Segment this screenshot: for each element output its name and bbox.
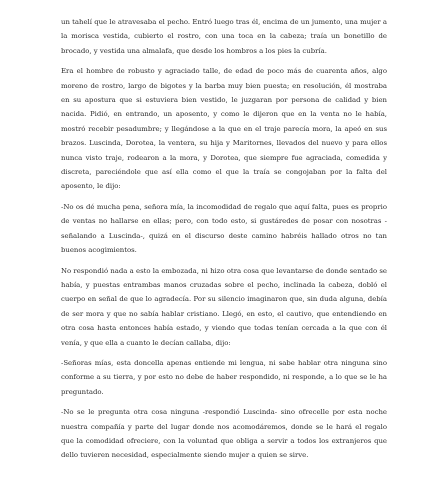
paragraph-1: un tahelí que le atravesaba el pecho. Entró luego tras él, encima de un jumento, una mujer a la morisca vestida, cubierto el rostro, con una toca en la cabeza; traía un bonetillo de brocado, y vestida una almalafa, que desde los hombros a los pies la cubría. [61,18,387,55]
paragraph-4: No respondió nada a esto la embozada, ni hizo otra cosa que levantarse de donde sentado se había, y puestas entrambas manos cruzadas sobre el pecho, inclinada la cabeza, dobló el cuerpo en señal de que lo agradecía. Por su silencio imaginaron que, sin duda alguna, debía de ser mora y que no sabía hablar cristiano. Llegó, en esto, el cautivo, que entendiendo en otra cosa hasta entonces había estado, y viendo que todas tenían cercada a la que con él venía, y que ella a cuanto le decían callaba, dijo: [61,266,387,347]
document-page [61,15,387,469]
paragraph-6: -No se le pregunta otra cosa ninguna -respondió Luscinda- sino ofrecelle por esta noche nuestra compañía y parte del lugar donde nos acomodáremos, donde se le hará el regalo que la comodidad ofreciere, con la voluntad que obliga a servir a todos los extranjeros que dello tuvieren necesidad, especialmente siendo mujer a quien se sirve. [61,408,387,460]
paragraph-2: Era el hombre de robusto y agraciado talle, de edad de poco más de cuarenta años, algo moreno de rostro, largo de bigotes y la barba muy bien puesta; en resolución, él mostraba en su apostura que si estuviera bien vestido, le juzgaran por persona de calidad y bien nacida. Pidió, en entrando, un aposento, y como le dijeron que en la venta no le había, mostró recebir pesadumbre; y llegándose a la que en el traje parecía mora, la apeó en sus brazos. Luscinda, Dorotea, la ventera, su hija y Maritornes, llevados del nuevo y para ellos nunca visto traje, rodearon a la mora, y Dorotea, que siempre fue agraciada, comedida y discreta, pareciéndole que así ella como el que la traía se congojaban por la falta del aposento, le dijo: [61,67,387,191]
paragraph-5: -Señoras mías, esta doncella apenas entiende mi lengua, ni sabe hablar otra ninguna sino conforme a su tierra, y por esto no debe de haber respondido, ni responde, a lo que se le ha preguntado. [61,358,387,396]
paragraph-3: -No os dé mucha pena, señora mía, la incomodidad de regalo que aquí falta, pues es proprio de ventas no hallarse en ellas; pero, con todo esto, si gustáredes de posar con nosotras -señalando a Luscinda-, quizá en el discurso deste camino habréis hallado otros no tan buenos acogimientos. [61,202,387,255]
